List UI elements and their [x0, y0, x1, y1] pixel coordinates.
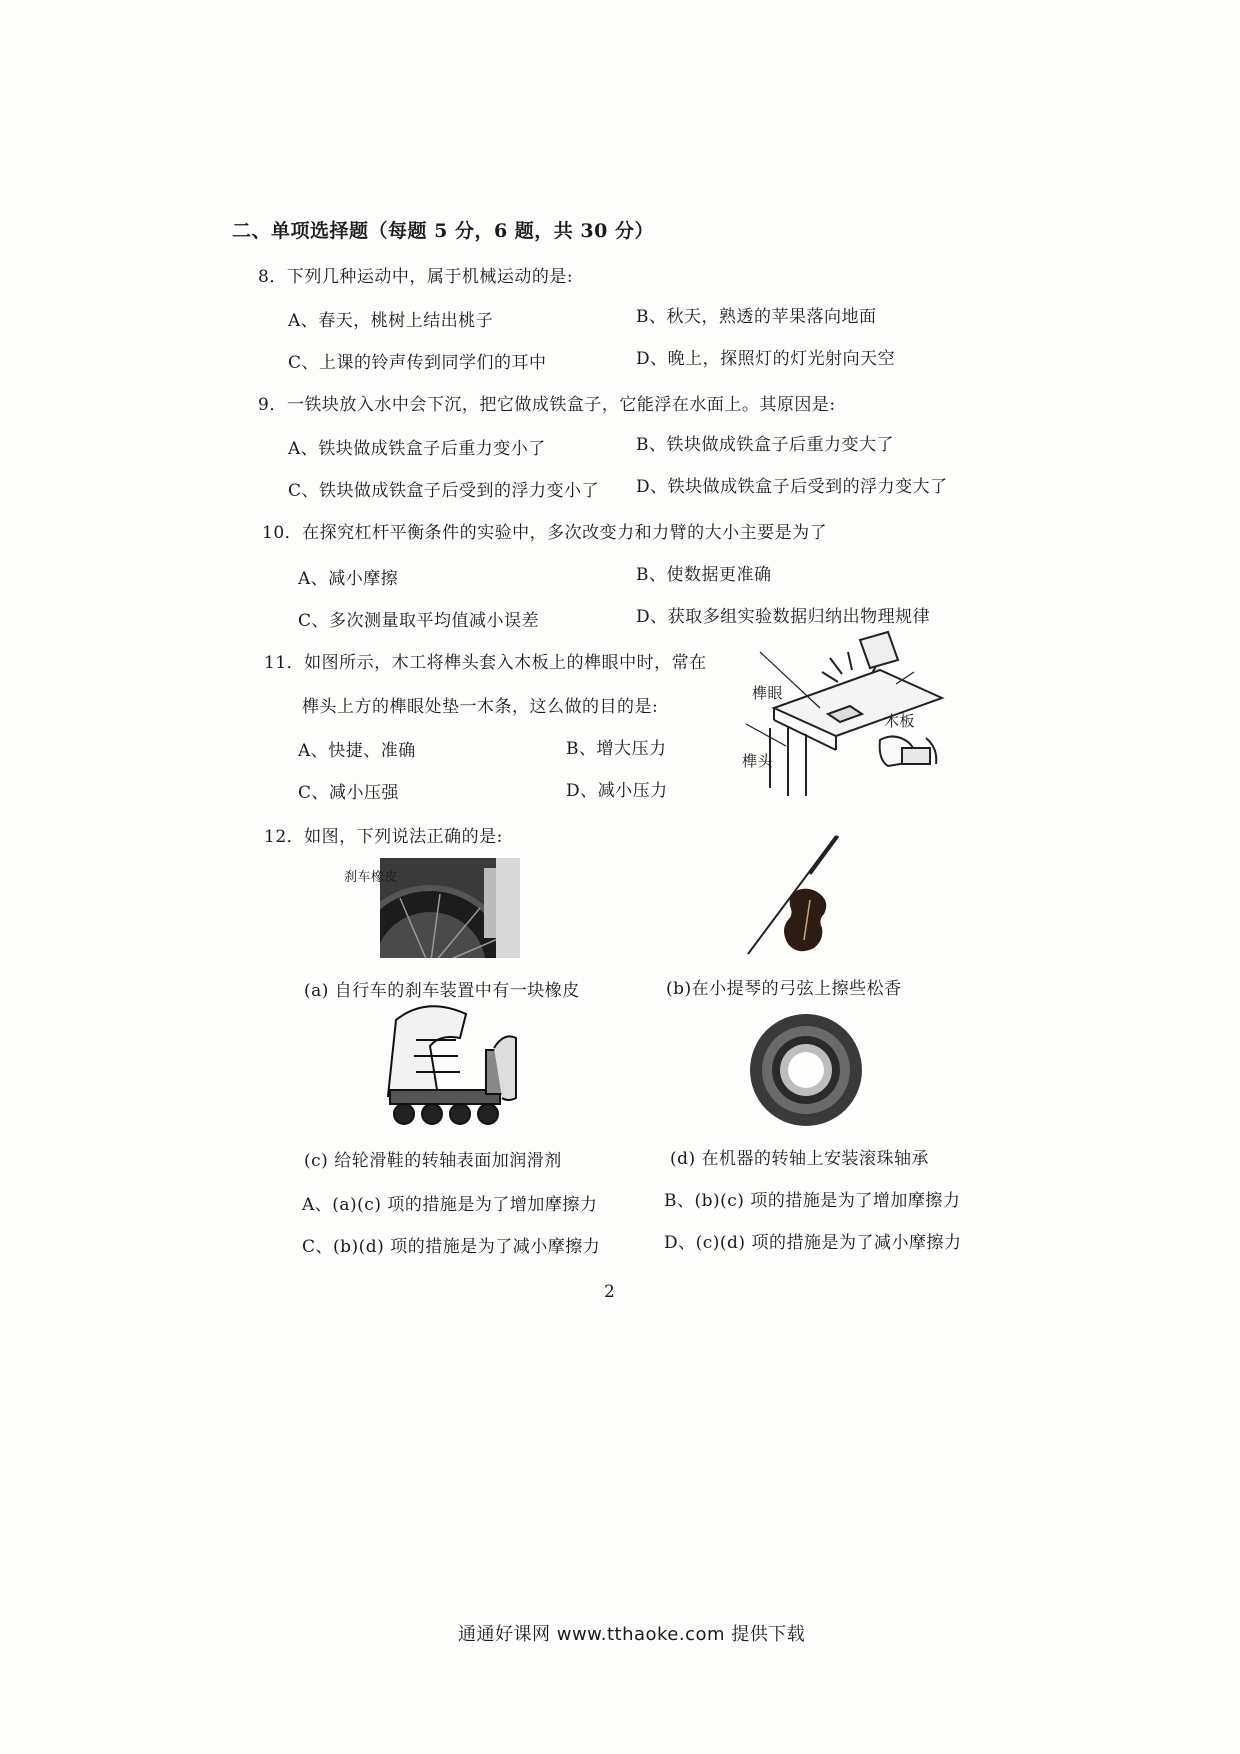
caption-a: (a) 自行车的刹车装置中有一块橡皮: [304, 981, 580, 1001]
label-brake-rubber: 刹车橡皮: [344, 870, 399, 885]
q10-option-a: A、减小摩擦: [298, 569, 399, 589]
question-11-stem-line1: 11．如图所示，木工将榫头套入木板上的榫眼中时，常在: [264, 653, 707, 673]
q12-option-a: A、(a)(c) 项的措施是为了增加摩擦力: [302, 1195, 598, 1215]
question-11-stem-line2: 榫头上方的榫眼处垫一木条，这么做的目的是:: [302, 697, 659, 717]
q8-option-a: A、春天，桃树上结出桃子: [288, 311, 494, 331]
label-board: 木板: [884, 712, 916, 730]
q11-option-d: D、减小压力: [566, 781, 668, 801]
q12-option-d: D、(c)(d) 项的措施是为了减小摩擦力: [664, 1233, 962, 1253]
q12-option-c: C、(b)(d) 项的措施是为了减小摩擦力: [302, 1237, 601, 1257]
q9-option-b: B、铁块做成铁盒子后重力变大了: [636, 435, 894, 455]
section-heading: 二、单项选择题（每题 5 分，6 题，共 30 分）: [232, 220, 654, 242]
question-8-stem: 8．下列几种运动中，属于机械运动的是:: [258, 267, 574, 287]
footer-text: 通通好课网 www.tthaoke.com 提供下载: [458, 1624, 806, 1645]
q8-option-d: D、晚上，探照灯的灯光射向天空: [636, 349, 896, 369]
q10-option-c: C、多次测量取平均值减小误差: [298, 611, 540, 631]
q9-option-a: A、铁块做成铁盒子后重力变小了: [288, 439, 546, 459]
q8-option-c: C、上课的铃声传到同学们的耳中: [288, 353, 547, 373]
q11-option-c: C、减小压强: [298, 783, 400, 803]
question-9-stem: 9．一铁块放入水中会下沉，把它做成铁盒子，它能浮在水面上。其原因是:: [258, 395, 836, 415]
label-mortise: 榫眼: [752, 684, 784, 702]
q9-option-d: D、铁块做成铁盒子后受到的浮力变大了: [636, 477, 948, 497]
bicycle-brake-photo: [380, 858, 520, 958]
page-number: 2: [604, 1282, 616, 1302]
question-10-stem: 10．在探究杠杆平衡条件的实验中，多次改变力和力臂的大小主要是为了: [262, 523, 828, 543]
caption-d: (d) 在机器的转轴上安装滚珠轴承: [670, 1149, 930, 1169]
q11-option-a: A、快捷、准确: [298, 741, 416, 761]
bicycle-wheel-icon: [380, 858, 520, 958]
caption-c: (c) 给轮滑鞋的转轴表面加润滑剂: [304, 1151, 562, 1171]
inline-skate-icon: [376, 1000, 526, 1130]
q12-option-b: B、(b)(c) 项的措施是为了增加摩擦力: [664, 1191, 961, 1211]
question-12-stem: 12．如图，下列说法正确的是:: [264, 827, 503, 847]
q9-option-c: C、铁块做成铁盒子后受到的浮力变小了: [288, 481, 600, 501]
label-tenon: 榫头: [742, 752, 774, 770]
caption-b: (b)在小提琴的弓弦上擦些松香: [666, 979, 902, 999]
q11-option-b: B、增大压力: [566, 739, 667, 759]
q8-option-b: B、秋天，熟透的苹果落向地面: [636, 307, 877, 327]
ball-bearing-icon: [746, 1010, 866, 1130]
violin-icon: [740, 830, 850, 960]
mortise-tenon-figure: [730, 628, 950, 798]
q10-option-d: D、获取多组实验数据归纳出物理规律: [636, 607, 931, 627]
q10-option-b: B、使数据更准确: [636, 565, 772, 585]
